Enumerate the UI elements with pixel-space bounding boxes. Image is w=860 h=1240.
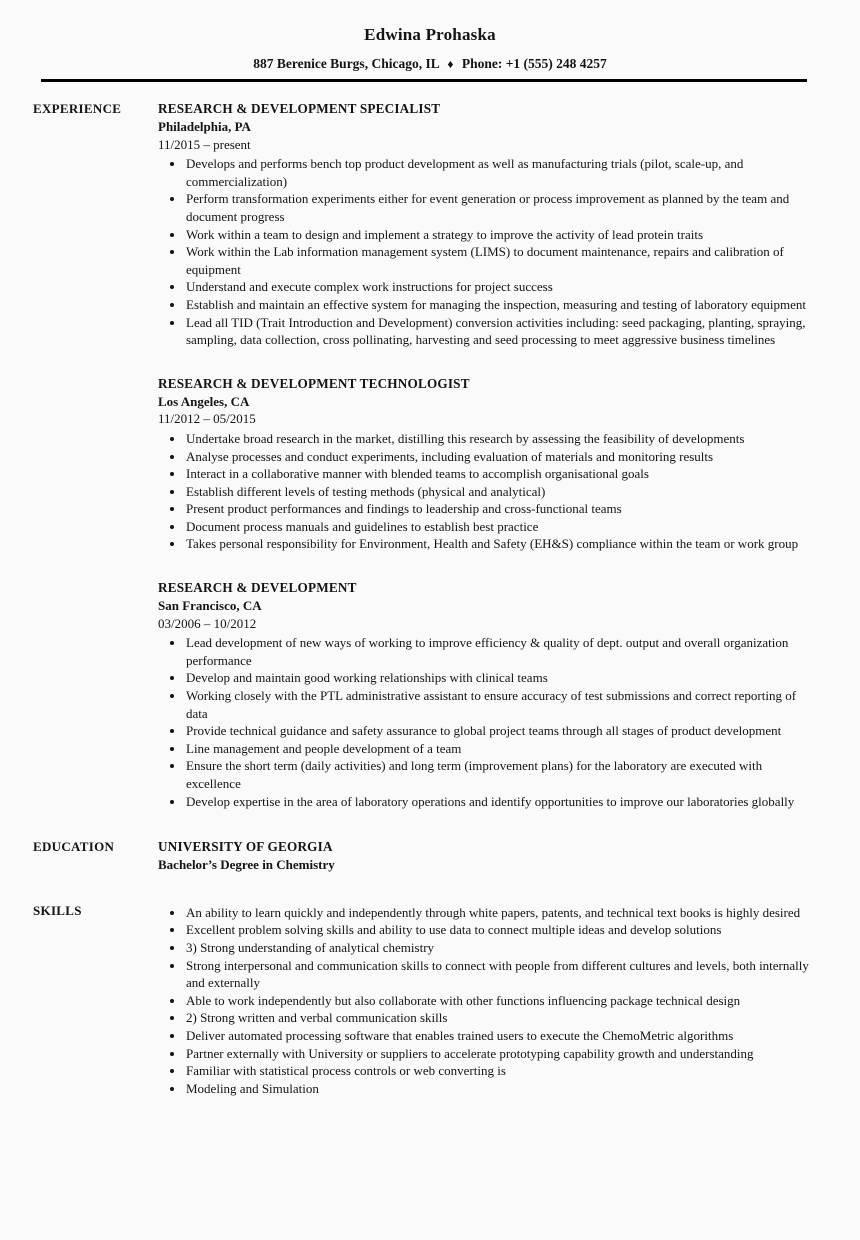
job-title: RESEARCH & DEVELOPMENT	[158, 580, 357, 596]
job-dates: 11/2015 – present	[158, 136, 251, 152]
skill-bullet-item: • Strong interpersonal and communication skills to connect with people from different cultures and levels, both internally and externally	[185, 957, 810, 992]
job-entry	[158, 100, 810, 349]
job-bullet-item: • Working closely with the PTL administrative assistant to ensure accuracy of test submissions and correct reporting of data	[185, 687, 810, 722]
skills-bullet-list	[158, 904, 810, 1098]
degree-name: Bachelor’s Degree in Chemistry	[158, 857, 335, 873]
job-dates: 11/2012 – 05/2015	[158, 411, 256, 427]
job-title: RESEARCH & DEVELOPMENT SPECIALIST	[158, 101, 441, 116]
contact-line	[0, 55, 860, 73]
skill-bullet-item: • Partner externally with University or suppliers to accelerate prototyping capability growth and understanding	[185, 1045, 810, 1063]
job-bullet-list	[158, 155, 810, 349]
job-bullet-item: • Develops and performs bench top product development as well as manufacturing trials (pilot, scale-up, and commercialization)	[185, 155, 810, 190]
job-location: Los Angeles, CA	[158, 393, 250, 409]
skill-bullet-item: • Deliver automated processing software that enables trained users to execute the ChemoMetric algorithms	[185, 1027, 810, 1045]
skill-bullet-item: • Able to work independently but also collaborate with other functions influencing package technical design	[185, 992, 810, 1010]
job-bullet-item: • Ensure the short term (daily activities) and long term (improvement plans) for the laboratory are executed with excellence	[185, 757, 810, 792]
school-name: UNIVERSITY OF GEORGIA	[158, 839, 333, 855]
experience-content	[158, 100, 810, 810]
job-bullet-item: • Line management and people development of a team	[185, 740, 810, 758]
job-bullet-item: • Analyse processes and conduct experiments, including evaluation of materials and monitoring results	[185, 448, 810, 466]
job-location: San Francisco, CA	[158, 598, 262, 614]
skill-bullet-item: • Excellent problem solving skills and ability to use data to connect multiple ideas and develop solutions	[185, 921, 810, 939]
job-bullet-item: • Lead all TID (Trait Introduction and Development) conversion activities including: seed packaging, planting, spraying, sampling, data collection, cross pollinating, harvesting and seed processing to meet aggressive business timelines	[185, 314, 810, 349]
skill-bullet-item: • 3) Strong understanding of analytical chemistry	[185, 939, 810, 957]
job-bullet-item: • Interact in a collaborative manner with blended teams to accomplish organisational goals	[185, 465, 810, 483]
skill-bullet-item: • Modeling and Simulation	[185, 1080, 810, 1098]
skills-section	[0, 902, 860, 1098]
section-label-education: EDUCATION	[33, 839, 115, 855]
job-bullet-item: • Understand and execute complex work instructions for project success	[185, 278, 810, 296]
address-text: 887 Berenice Burgs, Chicago, IL	[253, 56, 439, 71]
job-entry	[158, 375, 810, 553]
job-bullet-list	[158, 634, 810, 810]
job-bullet-item: • Undertake broad research in the market, distilling this research by assessing the feasibility of developments	[185, 430, 810, 448]
job-bullet-item: • Takes personal responsibility for Environment, Health and Safety (EH&S) compliance within the team or work group	[185, 535, 810, 553]
job-bullet-item: • Present product performances and findings to leadership and cross-functional teams	[185, 500, 810, 518]
job-location: Philadelphia, PA	[158, 119, 251, 134]
resume-header	[0, 24, 860, 82]
person-name: Edwina Prohaska	[364, 25, 496, 44]
job-bullet-item: • Establish different levels of testing methods (physical and analytical)	[185, 483, 810, 501]
phone-text: Phone: +1 (555) 248 4257	[461, 56, 607, 71]
job-bullet-item: • Work within a team to design and implement a strategy to improve the activity of lead protein traits	[185, 226, 810, 244]
job-bullet-item: • Work within the Lab information management system (LIMS) to document maintenance, repairs and calibration of equipment	[185, 243, 810, 278]
job-bullet-item: • Document process manuals and guidelines to establish best practice	[185, 518, 810, 536]
education-content	[158, 838, 810, 874]
section-label-experience: EXPERIENCE	[33, 101, 122, 116]
skill-bullet-item: • Familiar with statistical process controls or web converting is	[185, 1062, 810, 1080]
job-bullet-list	[158, 430, 810, 553]
resume-body	[0, 100, 860, 1097]
job-title: RESEARCH & DEVELOPMENT TECHNOLOGIST	[158, 375, 470, 391]
education-section	[0, 838, 860, 874]
job-bullet-item: • Lead development of new ways of working to improve efficiency & quality of dept. output and overall organization performance	[185, 634, 810, 669]
section-label-skills: SKILLS	[33, 902, 82, 918]
skill-bullet-item: • 2) Strong written and verbal communication skills	[185, 1009, 810, 1027]
job-bullet-item: • Develop expertise in the area of laboratory operations and identify opportunities to improve our laboratories globally	[185, 793, 810, 811]
experience-section	[0, 100, 860, 810]
header-divider	[41, 79, 807, 82]
diamond-separator-icon: ♦	[447, 57, 454, 71]
job-entry	[158, 579, 810, 810]
job-dates: 03/2006 – 10/2012	[158, 615, 257, 631]
job-bullet-item: • Develop and maintain good working relationships with clinical teams	[185, 669, 810, 687]
job-bullet-item: • Establish and maintain an effective system for managing the inspection, measuring and testing of laboratory equipment	[185, 296, 810, 314]
job-bullet-item: • Perform transformation experiments either for event generation or process improvement as planned by the team and document progress	[185, 190, 810, 225]
skill-bullet-item: • An ability to learn quickly and independently through white papers, patents, and technical text books is highly desired	[185, 904, 810, 922]
job-bullet-item: • Provide technical guidance and safety assurance to global project teams through all stages of product development	[185, 722, 810, 740]
skills-content	[158, 902, 810, 1098]
